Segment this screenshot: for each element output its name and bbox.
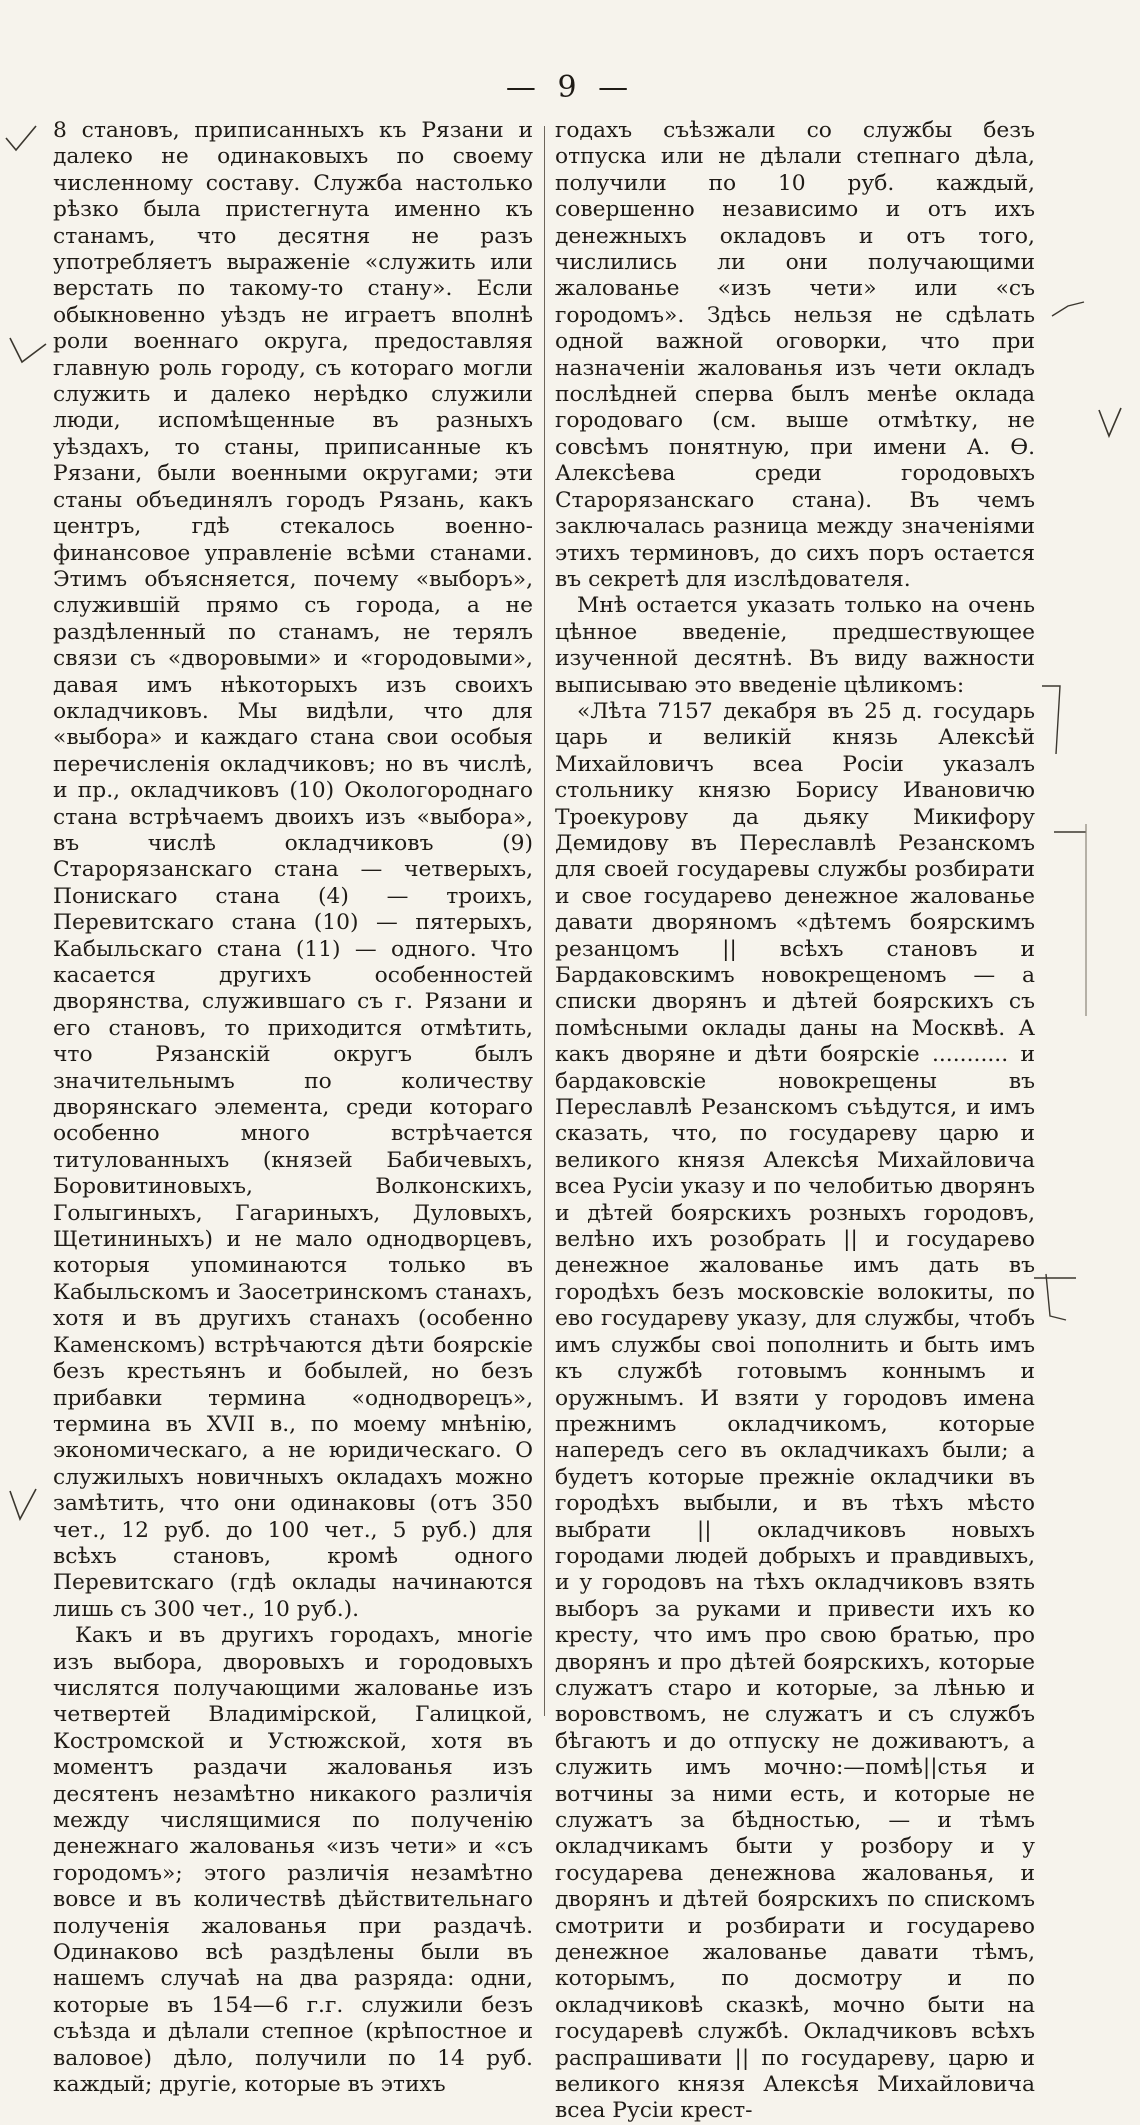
page-number: — 9 —	[505, 70, 635, 105]
column-divider	[544, 126, 545, 1716]
left-column	[53, 118, 533, 2098]
right-column	[555, 118, 1035, 2125]
margin-vertical-line-right	[1080, 820, 1092, 1020]
margin-check-mark-left-3	[6, 1485, 42, 1525]
margin-hook-mark-right	[1040, 1270, 1070, 1330]
margin-check-mark-left-1	[2, 120, 42, 160]
margin-check-mark-right	[1095, 404, 1125, 440]
margin-tick-mark-right-1	[1048, 292, 1088, 322]
left-paragraph-1: 8 становъ, приписанныхъ къ Рязани и далеко не одинаковыхъ по своему численному составу. Служба настолько рѣзко была пристегнута именно къ станамъ, что десятня не разъ употребляетъ выраженіе «служить или верстать по такому-то стану». Если обыкновенно уѣздъ не играетъ вполнѣ роли военнаго округа, предоставляя главную роль городу, съ котораго могли служить и далеко нерѣдко служили люди, испомѣщенные въ разныхъ уѣздахъ, то станы, приписанные къ Рязани, были военными округами; эти станы объединялъ городъ Рязань, какъ центръ, гдѣ стекалось военно-финансовое управленіе всѣми станами. Этимъ объясняется, почему «выборъ», служившій прямо съ города, а не раздѣленный по станамъ, не терялъ связи съ «дворовыми» и «городовыми», давая имъ нѣкоторыхъ изъ своихъ окладчиковъ. Мы видѣли, что для «выбора» и каждаго стана свои особыя перечисленія окладчиковъ; но въ числѣ, и пр., окладчиковъ (10) Окологороднаго стана встрѣчаемъ двоихъ изъ «выбора», въ числѣ окладчиковъ (9) Старорязанскаго стана — четверыхъ, Понискаго стана (4) — троихъ, Перевитскаго стана (10) — пятерыхъ, Кабыльскаго стана (11) — одного. Что касается другихъ особенностей дворянства, служившаго съ г. Рязани и его становъ, то приходится отмѣтить, что Рязанскій округъ былъ значительнымъ по количеству дворянскаго элемента, среди котораго особенно много встрѣчается титулованныхъ (князей Бабичевыхъ, Боровитиновыхъ, Волконскихъ, Голыгиныхъ, Гагариныхъ, Дуловыхъ, Щетининыхъ) и не мало однодворцевъ, которыя упоминаются только въ Кабыльскомъ и Заосетринскомъ станахъ, хотя и въ другихъ станахъ (особенно Каменскомъ) встрѣчаются дѣти боярскіе безъ крестьянъ и бобылей, но безъ прибавки термина «однодворецъ», термина въ XVII в., по моему мнѣнію, экономическаго, а не юридическаго. О служилыхъ новичныхъ окладахъ можно замѣтить, что они одинаковы (отъ 350 чет., 12 руб. до 100 чет., 5 руб.) для всѣхъ становъ, кромѣ одного Перевитскаго (гдѣ оклады начинаются лишь съ 300 чет., 10 руб.).	[53, 118, 533, 1622]
margin-bracket-mark-right	[1038, 680, 1068, 760]
right-paragraph-1: годахъ съѣзжали со службы безъ отпуска или не дѣлали степнаго дѣла, получили по 10 руб. каждый, совершенно независимо и отъ ихъ денежныхъ окладовъ и отъ того, числились ли они получающими жалованье «изъ чети» или «съ городомъ». Здѣсь нельзя не сдѣлать одной важной оговорки, что при назначеніи жалованья изъ чети окладъ послѣдней сперва былъ менѣе оклада городоваго (см. выше отмѣтку, не совсѣмъ понятную, при имени А. Ө. Алексѣева среди городовыхъ Старорязанскаго стана). Въ чемъ заключалась разница между значеніями этихъ терминовъ, до сихъ поръ остается въ секретѣ для изслѣдователя.	[555, 118, 1035, 592]
margin-check-mark-left-2	[6, 332, 50, 368]
right-paragraph-2: Мнѣ остается указать только на очень цѣнное введеніе, предшествующее изученной десятнѣ. Въ виду важности выписываю это введеніе цѣликомъ:	[555, 593, 1035, 698]
right-paragraph-3: «Лѣта 7157 декабря въ 25 д. государь царь и великій князь Алексѣй Михайловичъ всеа Росіи указалъ стольнику князю Борису Ивановичю Троекурову да дьяку Микифору Демидову въ Переславлѣ Резанскомъ для своей государевы службы розбирати и свое государево денежное жалованье давати дворяномъ «дѣтемъ боярскимъ резанцомъ || всѣхъ становъ и Бардаковскимъ новокрещеномъ — а списки дворянъ и дѣтей боярскихъ съ помѣсными оклады даны на Москвѣ. А какъ дворяне и дѣти боярскіе ........... и бардаковскіе новокрещены въ Переславлѣ Резанскомъ съѣдутся, и имъ сказать, что, по государеву царю и великого князя Алексѣя Михайловича всеа Русіи указу и по челобитью дворянъ и дѣтей боярскихъ розныхъ городовъ, велѣно ихъ розобрать || и государево денежное жалованье имъ дать въ городѣхъ безъ московскіе волокиты, по ево государеву указу, для службы, чтобъ имъ службы своі пополнить и быть имъ къ службѣ готовымъ коннымъ и оружнымъ. И взяти у городовъ имена прежнимъ окладчикомъ, которые напередъ сего въ окладчикахъ были; а будетъ которые прежніе окладчики въ городѣхъ выбыли, и въ тѣхъ мѣсто выбрати || окладчиковъ новыхъ городами людей добрыхъ и правдивыхъ, и у городовъ на тѣхъ окладчиковъ взять выборъ за руками и привести ихъ ко кресту, что имъ про свою братью, про дворянъ и про дѣтей боярскихъ, которые служатъ старо и которые, за лѣнью и воровствомъ, не служатъ и съ службъ бѣгаютъ и до отпуску не доживаютъ, а служить имъ мочно:—помѣ||стья и вотчины за ними есть, и которые не служатъ за бѣдностью, — и тѣмъ окладчикамъ быти у розбору и у государева денежнова жалованья, и дворянъ и дѣтей боярскихъ по спискомъ смотрити и розбирати и государево денежное жалованье давати тѣмъ, которымъ, по досмотру и по окладчиковѣ сказкѣ, мочно быти на государевѣ службѣ. Окладчиковъ всѣхъ распрашивати || по государеву, царю и великого князя Алексѣя Михайловича всеа Русіи крест-	[555, 698, 1035, 2124]
left-paragraph-2: Какъ и въ другихъ городахъ, многіе изъ выбора, дворовыхъ и городовыхъ числятся получающими жалованье изъ четвертей Владимірской, Галицкой, Костромской и Устюжской, хотя въ моментъ раздачи жалованья изъ десятенъ незамѣтно никакого различія между числящимися по полученію денежнаго жалованья «изъ чети» и «съ городомъ»; этого различія незамѣтно вовсе и въ количествѣ дѣйствительнаго полученія жалованья при раздачѣ. Одинаково всѣ раздѣлены были въ нашемъ случаѣ на два разряда: одни, которые въ 154—6 г.г. служили безъ съѣзда и дѣлали степное (крѣпостное и валовое) дѣло, получили по 14 руб. каждый; другіе, которые въ этихъ	[53, 1623, 533, 2098]
